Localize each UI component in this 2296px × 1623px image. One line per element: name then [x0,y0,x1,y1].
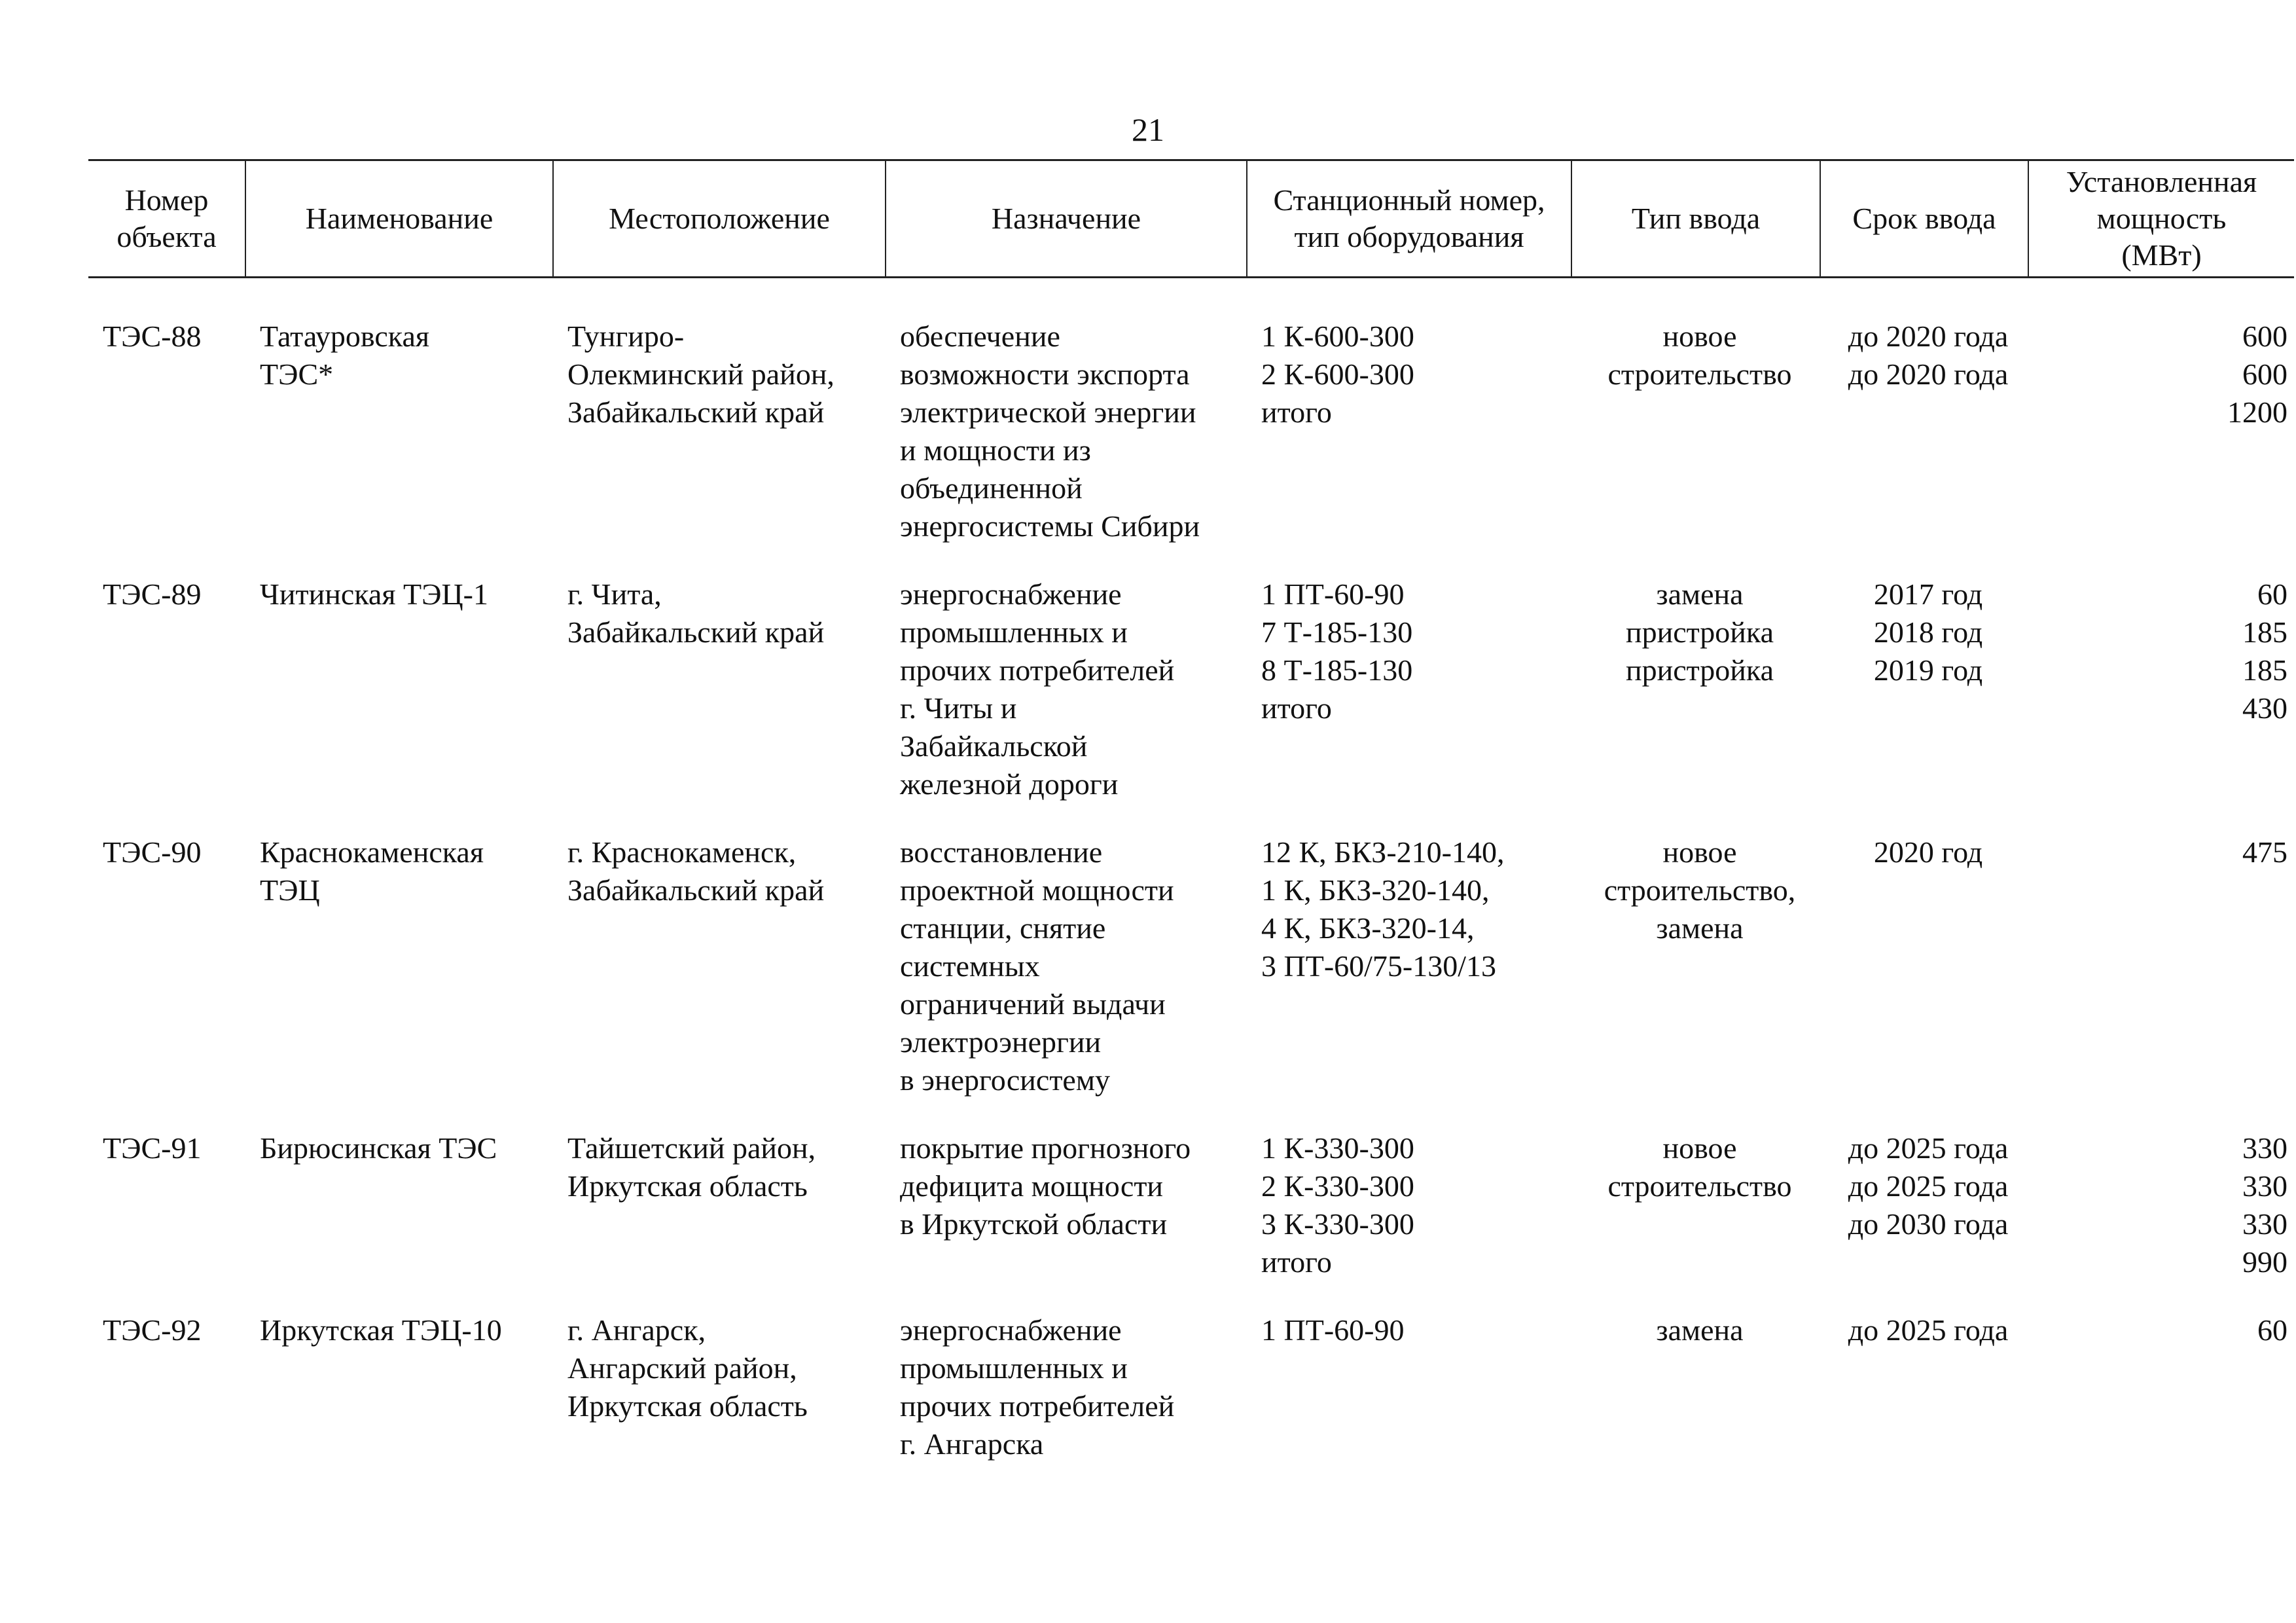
cell-power-line: 60 [2257,1313,2287,1347]
cell-term [1820,1311,2028,1493]
cell-purpose-line: железной дороги [900,767,1119,801]
cell-term-line: 2017 год [1873,577,1983,611]
cell-purpose-line: объединенной [900,471,1083,505]
cell-location-line: Забайкальский край [567,615,825,649]
cell-location-line: Тайшетский район, [567,1131,816,1165]
cell-purpose [886,278,1247,576]
cell-power-line: 600 [2242,357,2287,391]
table-row [88,278,2294,576]
cell-input-type-line: новое [1662,319,1737,353]
cell-power [2028,833,2294,1129]
cell-location-line: г. Чита, [567,577,662,611]
cell-equipment-line: итого [1261,1245,1332,1279]
cell-term [1820,278,2028,576]
cell-input-type [1571,833,1820,1129]
cell-power [2028,575,2294,833]
cell-equipment-line: 1 ПТ-60-90 [1261,577,1405,611]
cell-equipment-line: итого [1261,691,1332,725]
cell-equipment-line: 4 К, БКЗ-320-14, [1261,911,1475,945]
cell-power-line: 60 [2257,577,2287,611]
cell-purpose-line: электрической энергии [900,395,1196,429]
cell-power [2028,278,2294,576]
cell-purpose-line: энергосистемы Сибири [900,509,1200,543]
cell-purpose-line: прочих потребителей [900,1389,1175,1423]
cell-purpose-line: дефицита мощности [900,1169,1164,1203]
cell-location [553,575,886,833]
cell-term [1820,1129,2028,1311]
cell-purpose-line: промышленных и [900,1351,1128,1385]
cell-equipment-line: 2 К-600-300 [1261,357,1414,391]
table-row [88,575,2294,833]
cell-purpose-line: покрытие прогнозного [900,1131,1191,1165]
cell-number: ТЭС-88 [103,319,202,353]
cell-input-type-line: новое [1662,1131,1737,1165]
cell-input-type-line: строительство [1607,1169,1792,1203]
table-row [88,1311,2294,1493]
cell-power-line: 475 [2242,835,2287,869]
cell-location-line: Олекминский район, [567,357,834,391]
cell-equipment-line: 12 К, БКЗ-210-140, [1261,835,1505,869]
cell-number: ТЭС-90 [103,835,202,869]
cell-location-line: г. Ангарск, [567,1313,706,1347]
cell-purpose-line: энергоснабжение [900,1313,1122,1347]
cell-equipment-line: 1 К-330-300 [1261,1131,1414,1165]
cell-equipment [1247,1129,1571,1311]
cell-equipment [1247,575,1571,833]
cell-location-line: Забайкальский край [567,873,825,907]
cell-purpose-line: возможности экспорта [900,357,1190,391]
cell-location-line: Ангарский район, [567,1351,797,1385]
cell-name [245,833,553,1129]
cell-purpose-line: промышленных и [900,615,1128,649]
cell-input-type-line: строительство, [1604,873,1796,907]
facilities-table [88,159,2294,1493]
cell-purpose-line: прочих потребителей [900,653,1175,687]
cell-term-line: до 2020 года [1848,357,2009,391]
cell-name-line: Читинская ТЭЦ-1 [260,577,488,611]
cell-input-type-line: строительство [1607,357,1792,391]
cell-purpose-line: г. Ангарска [900,1427,1044,1461]
cell-power-line: 990 [2242,1245,2287,1279]
cell-term [1820,833,2028,1129]
page-number: 21 [1132,111,1164,148]
header-number: Номер объекта [88,160,245,278]
cell-power-line: 330 [2242,1131,2287,1165]
cell-location [553,1311,886,1493]
cell-name [245,1129,553,1311]
cell-equipment-line: 1 К-600-300 [1261,319,1414,353]
cell-purpose-line: и мощности из [900,433,1091,467]
cell-purpose [886,833,1247,1129]
cell-name-line: Краснокаменская [260,835,484,869]
cell-equipment-line: 1 ПТ-60-90 [1261,1313,1405,1347]
cell-purpose-line: системных [900,949,1040,983]
cell-purpose-line: станции, снятие [900,911,1106,945]
cell-name-line: Бирюсинская ТЭС [260,1131,497,1165]
cell-equipment [1247,833,1571,1129]
cell-equipment-line: 2 К-330-300 [1261,1169,1414,1203]
cell-purpose-line: восстановление [900,835,1103,869]
cell-term-line: до 2030 года [1848,1207,2009,1241]
cell-term-line: 2018 год [1873,615,1983,649]
cell-equipment-line: итого [1261,395,1332,429]
cell-purpose-line: энергоснабжение [900,577,1122,611]
cell-name-line: Татауровская [260,319,430,353]
cell-location-line: г. Краснокаменск, [567,835,797,869]
cell-term-line: до 2020 года [1848,319,2009,353]
cell-name-line: ТЭС* [260,357,334,391]
cell-input-type [1571,1129,1820,1311]
cell-input-type [1571,1311,1820,1493]
cell-name [245,278,553,576]
cell-equipment [1247,278,1571,576]
cell-name [245,575,553,833]
header-location: Местоположение [553,160,886,278]
cell-number: ТЭС-91 [103,1131,202,1165]
cell-term-line: до 2025 года [1848,1169,2009,1203]
table-row [88,1129,2294,1311]
cell-equipment-line: 7 Т-185-130 [1261,615,1413,649]
cell-input-type-line: новое [1662,835,1737,869]
cell-location-line: Забайкальский край [567,395,825,429]
cell-equipment [1247,1311,1571,1493]
cell-term-line: 2019 год [1873,653,1983,687]
cell-input-type [1571,575,1820,833]
cell-purpose-line: в Иркутской области [900,1207,1168,1241]
cell-purpose-line: Забайкальской [900,729,1088,763]
cell-equipment-line: 8 Т-185-130 [1261,653,1413,687]
cell-equipment-line: 3 ПТ-60/75-130/13 [1261,949,1497,983]
cell-input-type [1571,278,1820,576]
cell-equipment-line: 1 К, БКЗ-320-140, [1261,873,1490,907]
cell-term-line: 2020 год [1873,835,1983,869]
cell-purpose-line: обеспечение [900,319,1060,353]
cell-power [2028,1129,2294,1311]
cell-term [1820,575,2028,833]
cell-number: ТЭС-92 [103,1313,202,1347]
table-row [88,833,2294,1129]
cell-input-type-line: замена [1656,1313,1744,1347]
cell-purpose [886,575,1247,833]
cell-power-line: 1200 [2227,395,2287,429]
cell-purpose-line: проектной мощности [900,873,1174,907]
cell-location [553,1129,886,1311]
header-input-type: Тип ввода [1571,160,1820,278]
table-header-row [88,160,2294,278]
cell-location [553,278,886,576]
cell-power-line: 330 [2242,1169,2287,1203]
cell-power-line: 330 [2242,1207,2287,1241]
cell-input-type-line: замена [1656,577,1744,611]
cell-input-type-line: пристройка [1625,615,1774,649]
cell-equipment-line: 3 К-330-300 [1261,1207,1414,1241]
cell-location-line: Тунгиро- [567,319,685,353]
header-purpose: Назначение [886,160,1247,278]
cell-name-line: Иркутская ТЭЦ-10 [260,1313,502,1347]
cell-name-line: ТЭЦ [260,873,320,907]
cell-location-line: Иркутская область [567,1389,808,1423]
cell-purpose-line: г. Читы и [900,691,1017,725]
cell-term-line: до 2025 года [1848,1313,2009,1347]
cell-term-line: до 2025 года [1848,1131,2009,1165]
cell-power-line: 600 [2242,319,2287,353]
header-name: Наименование [245,160,553,278]
cell-power-line: 430 [2242,691,2287,725]
cell-input-type-line: пристройка [1625,653,1774,687]
cell-power [2028,1311,2294,1493]
cell-input-type-line: замена [1656,911,1744,945]
cell-purpose [886,1129,1247,1311]
header-equipment: Станционный номер, тип оборудования [1247,160,1571,278]
cell-location-line: Иркутская область [567,1169,808,1203]
cell-power-line: 185 [2242,615,2287,649]
cell-purpose [886,1311,1247,1493]
cell-number: ТЭС-89 [103,577,202,611]
cell-purpose-line: электроэнергии [900,1025,1102,1059]
header-term: Срок ввода [1820,160,2028,278]
header-power: Установленная мощность (МВт) [2028,160,2294,278]
cell-location [553,833,886,1129]
cell-purpose-line: ограничений выдачи [900,987,1166,1021]
cell-name [245,1311,553,1493]
cell-power-line: 185 [2242,653,2287,687]
cell-purpose-line: в энергосистему [900,1063,1110,1097]
